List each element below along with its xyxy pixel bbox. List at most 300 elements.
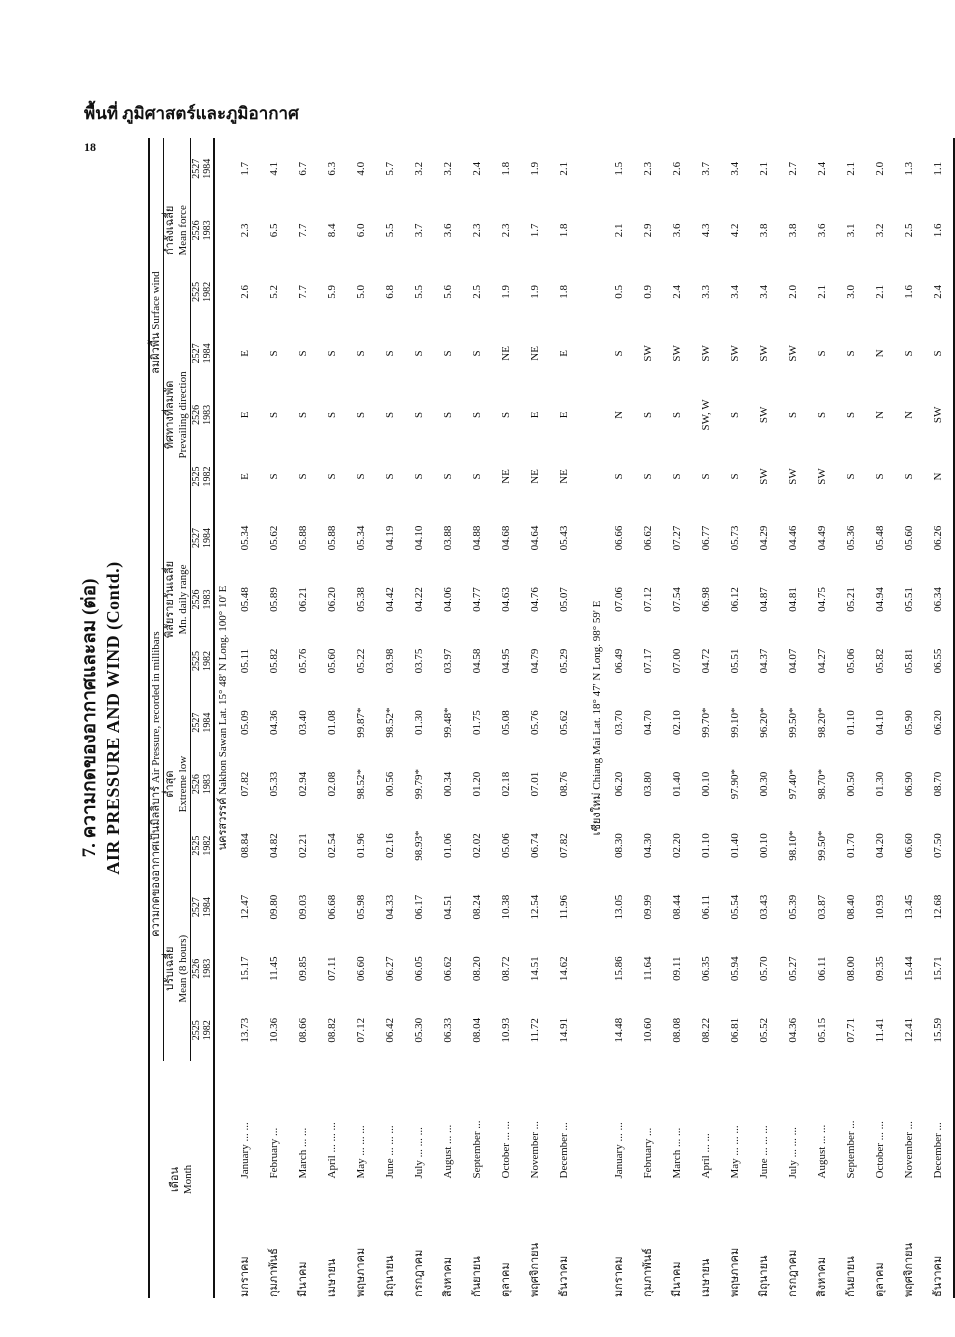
month-english-cell: July ... ... ... [413,1127,425,1179]
value-cell: 13.45 [903,894,915,920]
value-cell: 00.10 [700,771,712,797]
year-header: 2526 1983 [191,774,213,795]
year-header: 2525 1982 [191,651,213,672]
value-cell: NE [529,469,541,484]
value-cell: 05.15 [816,1017,828,1043]
month-english-cell: December ... [932,1122,944,1179]
value-cell: S [700,473,712,480]
value-cell: 96.20* [758,707,770,738]
month-thai-cell: มกราคม [613,1256,625,1297]
value-cell: SW [932,406,944,424]
value-cell: 08.66 [297,1017,309,1043]
value-cell: S [413,411,425,418]
value-cell: 98.70* [816,768,828,800]
value-cell: 08.00 [845,956,857,982]
month-thai-cell: ธันวาคม [932,1255,944,1297]
value-cell: 00.10 [758,833,770,859]
month-english-cell: August ... ... [816,1124,828,1179]
value-cell: 05.48 [874,525,886,551]
value-cell: 1.9 [500,284,512,299]
value-cell: 07.01 [529,771,541,797]
value-cell: 3.4 [729,284,741,299]
month-thai-cell: สิงหาคม [442,1256,454,1297]
value-cell: 04.82 [268,833,280,859]
value-cell: 08.20 [471,956,483,982]
value-cell: 2.5 [471,284,483,299]
value-cell: 3.6 [816,223,828,238]
month-english-cell: May ... ... ... [355,1125,367,1179]
value-cell: 0.5 [613,284,625,299]
value-cell: 06.98 [700,587,712,612]
value-cell: 08.08 [671,1017,683,1043]
value-cell: 03.75 [413,648,425,674]
table-row [924,138,954,1298]
month-thai-cell: พฤษภาคม [355,1247,367,1297]
month-english-cell: March ... ... [671,1127,683,1179]
value-cell: 06.74 [529,833,541,859]
value-cell: 11.96 [558,895,570,920]
value-cell: S [816,350,828,357]
value-cell: 09.03 [297,894,309,920]
value-cell: 04.46 [787,525,799,551]
value-cell: SW [700,345,712,362]
value-cell: 01.96 [355,833,367,859]
value-cell: 3.4 [758,284,770,299]
month-thai-cell: สิงหาคม [816,1256,828,1297]
value-cell: 1.6 [932,223,944,238]
value-cell: 09.80 [268,894,280,920]
pressure-group-header: ความกดของอากาศเป็นมิลลิบาร์ Air Pressure, recorded in millibars [149,507,164,1061]
mean-header [164,876,191,1061]
page-number: 18 [84,140,96,154]
month-english-cell: February ... [642,1127,654,1179]
value-cell: 07.00 [671,648,683,674]
value-cell: S [413,350,425,357]
value-cell: 04.87 [758,587,770,612]
value-cell: 04.29 [758,525,770,551]
value-cell: 06.81 [729,1017,741,1043]
value-cell: NE [500,469,512,484]
value-cell: 09.35 [874,956,886,982]
value-cell: 04.79 [529,648,541,674]
month-english-cell: October ... ... [500,1121,512,1179]
value-cell: 02.94 [297,771,309,797]
month-thai-cell: กุมภาพันธ์ [268,1248,280,1297]
value-cell: 06.12 [729,587,741,612]
value-cell: 3.8 [758,223,770,238]
table-title-thai: 7. ความกดของอากาศและลม (ต่อ) [79,578,100,858]
value-cell: 2.0 [787,284,799,299]
value-cell: 1.8 [558,284,570,299]
value-cell: 06.11 [816,956,828,981]
value-cell: 01.40 [729,833,741,859]
value-cell: 07.06 [613,587,625,612]
value-cell: 5.6 [442,284,454,299]
month-thai-cell: มิถุนายน [384,1255,396,1297]
value-cell: 4.2 [729,223,741,238]
value-cell: 05.22 [355,648,367,674]
value-cell: 05.43 [558,525,570,551]
value-cell: 08.30 [613,833,625,859]
value-cell: S [268,411,280,418]
month-thai-cell: พฤษภาคม [729,1247,741,1297]
value-cell: 98.93* [413,830,425,861]
range-header-thai: พิสัยรายวันเฉลี่ย [164,560,176,639]
value-cell: 1.5 [613,161,625,176]
value-cell: 07.27 [671,525,683,551]
value-cell: 03.70 [613,710,625,735]
value-cell: 4.3 [700,223,712,238]
value-cell: S [413,473,425,480]
value-cell: 12.41 [903,1017,915,1043]
value-cell: 10.36 [268,1017,280,1043]
table-row [492,138,521,1298]
value-cell: 5.2 [268,284,280,299]
value-cell: 08.70 [932,771,944,797]
value-cell: 12.54 [529,894,541,920]
value-cell: 06.60 [903,833,915,859]
value-cell: 07.11 [326,956,338,981]
value-cell: 5.5 [384,223,396,238]
value-cell: 3.4 [729,161,741,176]
value-cell: 6.7 [297,161,309,176]
value-cell: N [932,472,944,481]
value-cell: E [529,411,541,419]
value-cell: 04.88 [471,525,483,551]
month-english-cell: June ... ... ... [758,1125,770,1179]
value-cell: 01.08 [326,710,338,735]
value-cell: 02.16 [384,833,396,859]
value-cell: 05.76 [297,648,309,674]
value-cell: 04.06 [442,587,454,612]
month-thai-cell: ตุลาคม [500,1262,512,1297]
value-cell: 5.5 [413,284,425,299]
value-cell: SW [758,345,770,362]
year-header: 2525 1982 [191,835,213,856]
year-header: 2527 1984 [191,527,213,548]
value-cell: 14.51 [529,956,541,982]
year-header: 2525 1982 [191,281,213,302]
value-cell: S [268,473,280,480]
value-cell: 15.44 [903,956,915,982]
value-cell: S [816,411,828,418]
value-cell: SW, W [700,399,712,431]
value-cell: 06.33 [442,1017,454,1043]
month-thai-cell: มิถุนายน [758,1255,770,1297]
month-english-cell: April ... ... ... [326,1122,338,1179]
value-cell: 06.21 [297,587,309,612]
value-cell: 1.9 [529,284,541,299]
value-cell: 7.7 [297,223,309,238]
value-cell: 08.22 [700,1017,712,1043]
value-cell: S [471,473,483,480]
value-cell: S [442,411,454,418]
value-cell: 05.54 [729,894,741,920]
year-header: 2526 1983 [191,404,213,425]
value-cell: 2.4 [671,284,683,299]
month-english-cell: June ... ... ... [384,1125,396,1179]
value-cell: 07.50 [932,833,944,859]
value-cell: 04.10 [413,525,425,551]
value-cell: 04.20 [874,833,886,859]
value-cell: 01.75 [471,710,483,735]
value-cell: 04.36 [787,1017,799,1043]
value-cell: 02.10 [671,710,683,735]
value-cell: 04.63 [500,587,512,612]
value-cell: 01.30 [874,771,886,797]
value-cell: 2.1 [558,161,570,176]
value-cell: 04.68 [500,525,512,551]
month-english-cell: November ... [903,1121,915,1179]
value-cell: 05.21 [845,587,857,612]
value-cell: 08.76 [558,771,570,797]
value-cell: 05.34 [355,525,367,551]
value-cell: E [558,411,570,419]
value-cell: 2.3 [239,223,251,238]
value-cell: 04.22 [413,587,425,612]
value-cell: 97.40* [787,768,799,800]
table-row [405,138,434,1298]
year-header: 2527 1984 [191,897,213,918]
value-cell: 04.37 [758,648,770,674]
value-cell: 08.44 [671,894,683,920]
value-cell: 03.40 [297,710,309,735]
table-titles [78,138,124,1298]
value-cell: 14.48 [613,1017,625,1043]
table-row [663,138,692,1298]
value-cell: N [874,410,886,419]
value-cell: 03.43 [758,894,770,920]
value-cell: 00.34 [442,771,454,797]
table-row [434,138,463,1298]
value-cell: 11.45 [268,956,280,981]
year-header: 2526 1983 [191,589,213,610]
value-cell: S [903,350,915,357]
month-thai-cell: พฤศจิกายน [529,1242,541,1297]
table-row [808,138,837,1298]
month-english-cell: July ... ... ... [787,1127,799,1179]
value-cell: 98.52* [384,707,396,738]
value-cell: 05.07 [558,587,570,612]
year-header: 2527 1984 [191,343,213,364]
value-cell: 2.9 [642,223,654,238]
value-cell: S [326,411,338,418]
value-cell: 01.40 [671,771,683,797]
value-cell: 8.4 [326,223,338,238]
value-cell: 15.17 [239,956,251,982]
value-cell: 1.8 [558,223,570,238]
value-cell: 11.41 [874,1018,886,1043]
value-cell: S [671,473,683,480]
value-cell: S [729,411,741,418]
month-english-cell: October ... ... [874,1121,886,1179]
month-thai-cell: มกราคม [239,1256,251,1297]
value-cell: 06.60 [355,956,367,982]
month-english-cell: September ... [845,1120,857,1179]
value-cell: SW [758,468,770,485]
value-cell: 08.72 [500,956,512,982]
table-row [634,138,663,1298]
month-thai-cell: กุมภาพันธ์ [642,1248,654,1297]
force-header [164,138,191,323]
value-cell: 05.82 [874,648,886,674]
table-row [692,138,721,1298]
value-cell: 2.1 [758,161,770,176]
value-cell: 04.95 [500,648,512,674]
value-cell: 99.50* [816,830,828,861]
table-row [550,138,579,1298]
pressure-wind-table [148,138,955,1298]
table-row [289,138,318,1298]
month-header-en: Month [181,1164,194,1195]
year-header: 2525 1982 [191,466,213,487]
value-cell: 07.17 [642,648,654,674]
value-cell: 02.21 [297,833,309,859]
value-cell: 3.2 [442,161,454,176]
value-cell: 04.51 [442,894,454,920]
value-cell: 0.9 [642,284,654,299]
value-cell: 05.29 [558,648,570,674]
value-cell: 07.71 [845,1017,857,1043]
value-cell: N [903,410,915,419]
value-cell: 2.4 [932,284,944,299]
table-header [149,138,214,1298]
value-cell: SW [816,468,828,485]
value-cell: 05.88 [326,525,338,551]
value-cell: S [384,350,396,357]
value-cell: 2.3 [500,223,512,238]
value-cell: 2.7 [787,161,799,176]
value-cell: 04.27 [816,648,828,674]
value-cell: 3.2 [874,223,886,238]
value-cell: 13.73 [239,1017,251,1043]
value-cell: S [355,473,367,480]
month-thai-cell: เมษายน [326,1258,338,1297]
value-cell: 05.36 [845,525,857,551]
value-cell: 1.9 [529,161,541,176]
value-cell: 02.18 [500,771,512,797]
value-cell: 08.40 [845,894,857,920]
value-cell: 2.1 [845,161,857,176]
value-cell: 01.06 [442,833,454,859]
value-cell: 01.70 [845,833,857,859]
value-cell: 02.20 [671,833,683,859]
value-cell: S [268,350,280,357]
table-title-english: AIR PRESSURE AND WIND (Contd.) [103,561,123,875]
value-cell: 05.98 [355,894,367,920]
value-cell: S [613,473,625,480]
value-cell: 1.6 [903,284,915,299]
table-row [521,138,550,1298]
value-cell: 01.20 [471,771,483,797]
wind-group-header: ลมผิวพื้น Surface wind [149,138,164,507]
month-english-cell: January ... ... [239,1122,251,1179]
value-cell: 3.3 [700,284,712,299]
value-cell: 06.42 [384,1017,396,1043]
value-cell: S [384,473,396,480]
value-cell: 05.33 [268,771,280,797]
value-cell: S [355,350,367,357]
value-cell: 09.85 [297,956,309,982]
value-cell: 05.90 [903,710,915,735]
table-row [779,138,808,1298]
value-cell: S [297,473,309,480]
value-cell: 05.06 [845,648,857,674]
value-cell: 05.11 [239,648,251,674]
value-cell: 04.94 [874,587,886,612]
value-cell: 99.70* [700,707,712,738]
value-cell: 98.52* [355,768,367,800]
table-row [260,138,289,1298]
value-cell: 05.52 [758,1017,770,1043]
value-cell: 05.81 [903,648,915,674]
value-cell: 10.93 [874,894,886,920]
page-header: พื้นที่ ภูมิศาสตร์และภูมิอากาศ [84,104,299,123]
value-cell: 06.34 [932,587,944,612]
value-cell: 2.3 [471,223,483,238]
value-cell: 2.4 [471,161,483,176]
value-cell: 05.09 [239,710,251,735]
month-thai-cell: กันยายน [471,1256,483,1297]
value-cell: 02.08 [326,771,338,797]
value-cell: 05.51 [729,648,741,674]
value-cell: 00.50 [845,771,857,797]
value-cell: 05.06 [500,833,512,859]
value-cell: 07.82 [558,833,570,859]
month-thai-cell: ตุลาคม [874,1262,886,1297]
value-cell: S [845,350,857,357]
value-cell: 6.3 [326,161,338,176]
value-cell: 05.51 [903,587,915,612]
value-cell: 2.1 [874,284,886,299]
value-cell: 08.24 [471,894,483,920]
value-cell: 05.62 [558,710,570,735]
value-cell: SW [787,468,799,485]
value-cell: 5.9 [326,284,338,299]
value-cell: S [903,473,915,480]
value-cell: 05.76 [529,710,541,735]
table-row [318,138,347,1298]
value-cell: 98.20* [816,707,828,738]
value-cell: 07.82 [239,771,251,797]
value-cell: 06.68 [326,894,338,920]
month-english-cell: December ... [558,1122,570,1179]
value-cell: SW [671,345,683,362]
value-cell: 04.19 [384,525,396,551]
station-label-row [589,138,605,1298]
value-cell: 05.39 [787,894,799,920]
month-english-cell: May ... ... ... [729,1125,741,1179]
value-cell: SW [642,345,654,362]
rotated-table-sheet [78,138,944,1298]
value-cell: 05.34 [239,525,251,551]
month-header [149,1061,214,1298]
value-cell: 6.8 [384,284,396,299]
month-english-cell: September ... [471,1120,483,1179]
value-cell: SW [758,406,770,424]
value-cell: 11.72 [529,1018,541,1043]
value-cell: SW [729,345,741,362]
value-cell: SW [787,345,799,362]
value-cell: 04.30 [642,833,654,859]
value-cell: E [239,350,251,357]
low-header [164,692,191,877]
month-thai-cell: มีนาคม [297,1261,309,1297]
value-cell: 06.62 [442,956,454,982]
value-cell: S [932,350,944,357]
value-cell: 15.86 [613,956,625,982]
value-cell: 10.93 [500,1017,512,1043]
